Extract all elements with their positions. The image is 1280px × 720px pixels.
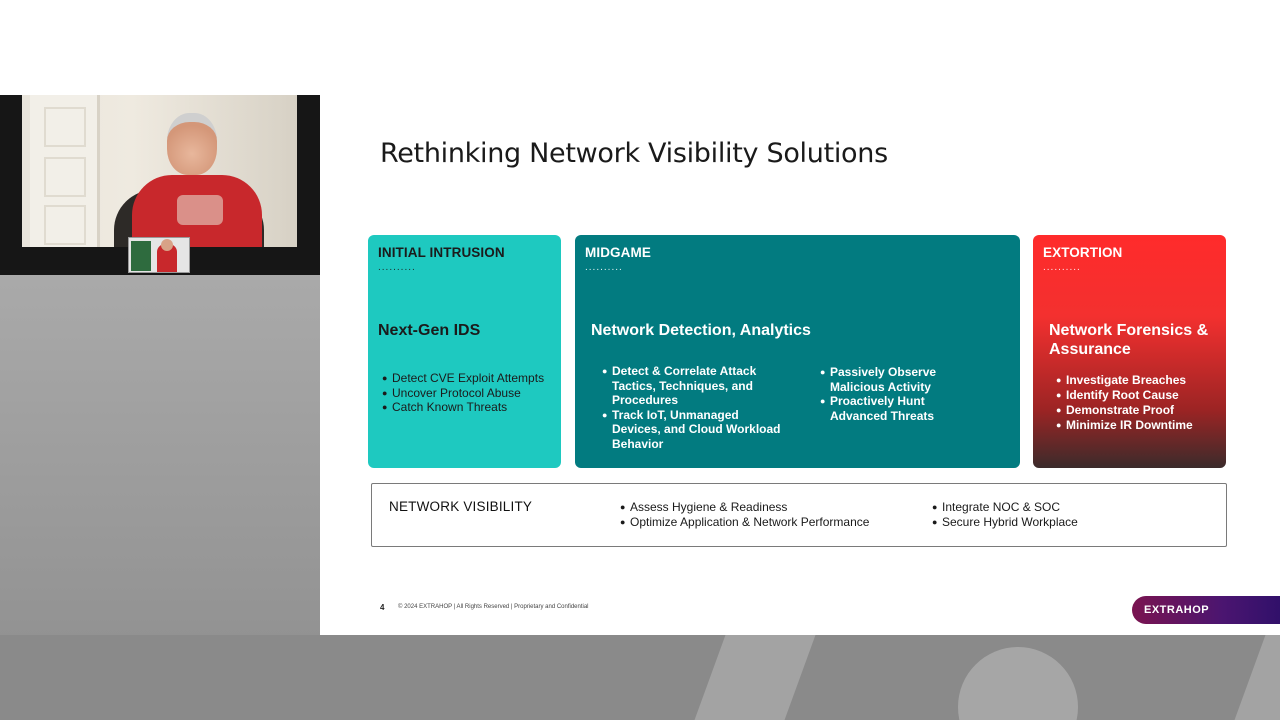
card-extortion xyxy=(1033,235,1226,468)
bullet-item: ● Assess Hygiene & Readiness xyxy=(620,500,869,515)
bullet-item: ● Proactively Hunt Advanced Threats xyxy=(820,394,970,423)
network-visibility-bar xyxy=(371,483,1227,547)
card-subtitle: Network Detection, Analytics xyxy=(591,322,811,339)
bullet-item: ● Uncover Protocol Abuse xyxy=(382,386,544,401)
webcam-feed xyxy=(22,95,297,247)
bullet-item: ● Integrate NOC & SOC xyxy=(932,500,1078,515)
slide-title: Rethinking Network Visibility Solutions xyxy=(380,138,888,169)
webcam-panel xyxy=(0,95,320,275)
shirt-print xyxy=(177,195,223,225)
page-number: 4 xyxy=(380,603,385,612)
bullet-item: ● Passively Observe Malicious Activity xyxy=(820,365,970,394)
presentation-slide xyxy=(320,95,1280,635)
card-header: MIDGAME xyxy=(585,245,651,260)
card-subtitle: Next-Gen IDS xyxy=(378,322,481,339)
bullet-item: ● Investigate Breaches xyxy=(1056,373,1193,388)
card-bullets xyxy=(1056,373,1193,433)
presenter-head xyxy=(167,113,217,175)
card-header: INITIAL INTRUSION xyxy=(378,245,505,260)
bullet-item: ● Secure Hybrid Workplace xyxy=(932,515,1078,530)
card-header: EXTORTION xyxy=(1043,245,1123,260)
bullet-item: ● Catch Known Threats xyxy=(382,400,544,415)
card-midgame xyxy=(575,235,1020,468)
background-band xyxy=(0,635,1280,720)
card-initial-intrusion xyxy=(368,235,561,468)
card-dots: .......... xyxy=(378,262,416,273)
card-dots: .......... xyxy=(585,262,623,273)
bullet-item: ● Detect & Correlate Attack Tactics, Techniques, and Procedures xyxy=(602,364,782,408)
visibility-title: NETWORK VISIBILITY xyxy=(389,499,533,514)
decorative-stroke xyxy=(660,635,830,720)
card-bullets-right xyxy=(820,365,970,423)
bullet-item: ● Detect CVE Exploit Attempts xyxy=(382,371,544,386)
visibility-bullets-col2 xyxy=(932,500,1078,529)
webcam-self-view[interactable] xyxy=(128,237,190,273)
bullet-item: ● Minimize IR Downtime xyxy=(1056,418,1193,433)
bullet-item: ● Demonstrate Proof xyxy=(1056,403,1193,418)
card-dots: .......... xyxy=(1043,262,1081,273)
visibility-bullets-col1 xyxy=(620,500,869,529)
decorative-stroke xyxy=(1200,635,1280,720)
card-bullets-left xyxy=(602,364,782,452)
decorative-circle xyxy=(958,647,1078,720)
card-bullets xyxy=(382,371,544,415)
background-door xyxy=(30,95,100,247)
footer-text: © 2024 EXTRAHOP | All Rights Reserved | Proprietary and Confidential xyxy=(398,604,589,610)
card-subtitle: Network Forensics & Assurance xyxy=(1049,322,1209,358)
top-margin xyxy=(0,0,1280,95)
extrahop-logo: EXTRAHOP xyxy=(1132,596,1280,624)
bullet-item: ● Identify Root Cause xyxy=(1056,388,1193,403)
bullet-item: ● Optimize Application & Network Performance xyxy=(620,515,869,530)
bullet-item: ● Track IoT, Unmanaged Devices, and Cloud Workload Behavior xyxy=(602,408,782,452)
